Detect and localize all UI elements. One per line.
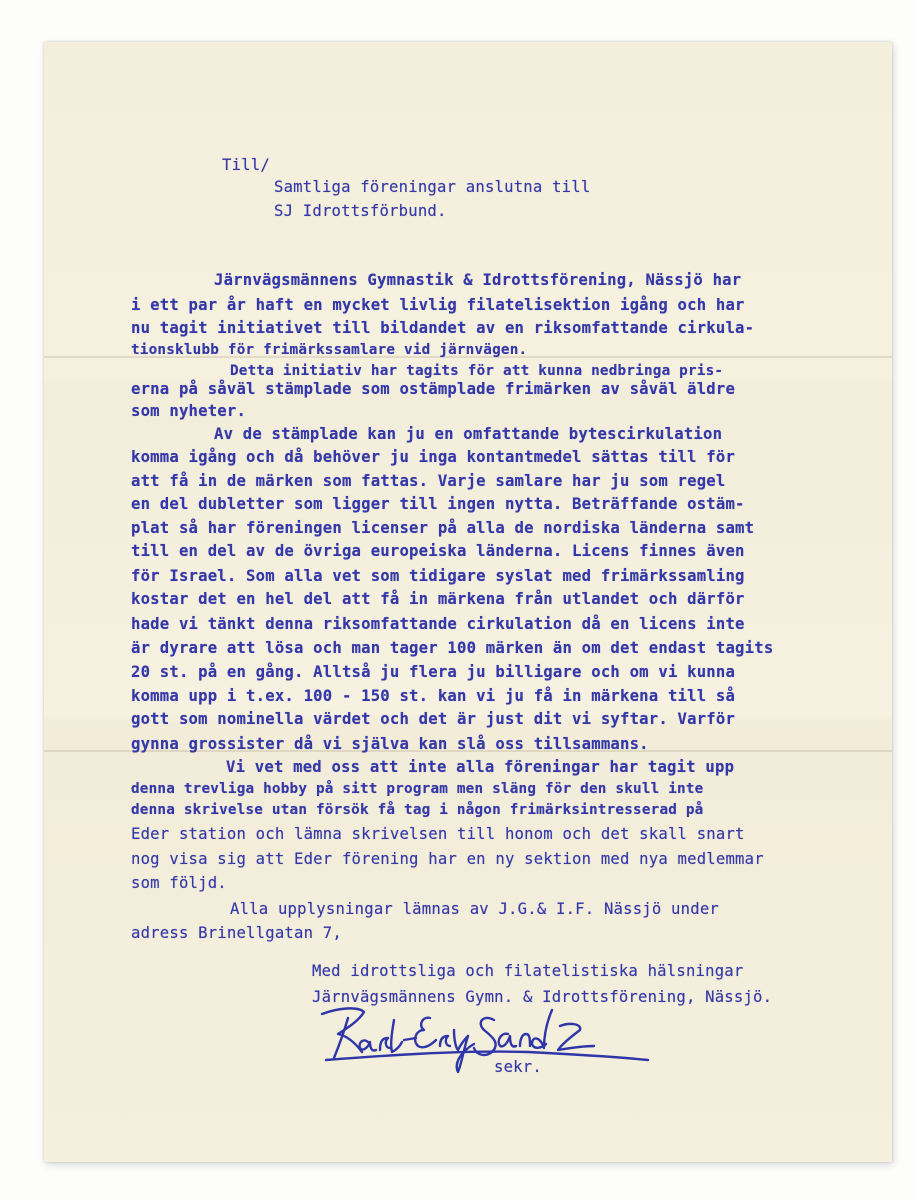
body-line: 20 st. på en gång. Alltså ju flera ju billigare och om vi kunna	[131, 663, 736, 681]
body-line: för Israel. Som alla vet som tidigare syslat med frimärkssamling	[131, 567, 745, 585]
letter-sheet	[44, 42, 892, 1162]
body-line: Av de stämplade kan ju en omfattande bytescirkulation	[214, 425, 723, 443]
signature-title: sekr.	[494, 1058, 542, 1076]
body-line: adress Brinellgatan 7,	[131, 924, 342, 942]
body-line: en del dubletter som ligger till ingen nytta. Beträffande ostäm-	[131, 495, 745, 513]
body-line: nu tagit initiativet till bildandet av en riksomfattande cirkula-	[131, 319, 755, 337]
body-line: nog visa sig att Eder förening har en ny sektion med nya medlemmar	[131, 850, 764, 868]
body-line: i ett par år haft en mycket livlig filatelisektion igång och har	[131, 296, 745, 314]
body-line: gott som nominella värdet och det är just dit vi syftar. Varför	[131, 710, 736, 728]
body-line: Vi vet med oss att inte alla föreningar har tagit upp	[226, 758, 735, 776]
body-line: komma igång och då behöver ju inga kontantmedel sättas till för	[131, 448, 736, 466]
recipient-line: SJ Idrottsförbund.	[274, 202, 447, 220]
body-line: som följd.	[131, 874, 227, 892]
body-line: som nyheter.	[131, 402, 247, 420]
body-line: tionsklubb för frimärkssamlare vid järnvägen.	[131, 342, 528, 358]
body-line: Järnvägsmännens Gymnastik & Idrottsförening, Nässjö har	[214, 271, 742, 289]
body-line: är dyrare att lösa och man tager 100 märken än om det endast tagits	[131, 639, 774, 657]
body-line: till en del av de övriga europeiska länderna. Licens finnes även	[131, 542, 745, 560]
body-line: kostar det en hel del att få in märkena från utlandet och därför	[131, 590, 745, 608]
closing-line: Järnvägsmännens Gymn. & Idrottsförening, Nässjö.	[312, 988, 773, 1006]
body-line: hade vi tänkt denna riksomfattande cirkulation då en licens inte	[131, 615, 745, 633]
body-line: denna skrivelse utan försök få tag i någon frimärksintresserad på	[131, 802, 704, 818]
recipient-line: Samtliga föreningar anslutna till	[274, 178, 591, 196]
body-line: erna på såväl stämplade som ostämplade frimärken av såväl äldre	[131, 380, 736, 398]
body-line: denna trevliga hobby på sitt program men släng för den skull inte	[131, 781, 704, 797]
salutation: Till/	[222, 156, 270, 174]
body-line: Eder station och lämna skrivelsen till honom och det skall snart	[131, 825, 745, 843]
body-line: att få in de märken som fattas. Varje samlare har ju som regel	[131, 472, 726, 490]
body-line: komma upp i t.ex. 100 - 150 st. kan vi ju få in märkena till så	[131, 687, 736, 705]
body-line: plat så har föreningen licenser på alla de nordiska länderna samt	[131, 519, 755, 537]
closing-line: Med idrottsliga och filatelistiska hälsningar	[312, 962, 744, 980]
body-line: Detta initiativ har tagits för att kunna nedbringa pris-	[230, 363, 724, 379]
body-line: Alla upplysningar lämnas av J.G.& I.F. Nässjö under	[230, 900, 719, 918]
signature-image	[318, 1000, 658, 1075]
body-line: gynna grossister då vi själva kan slå oss tillsammans.	[131, 735, 649, 753]
